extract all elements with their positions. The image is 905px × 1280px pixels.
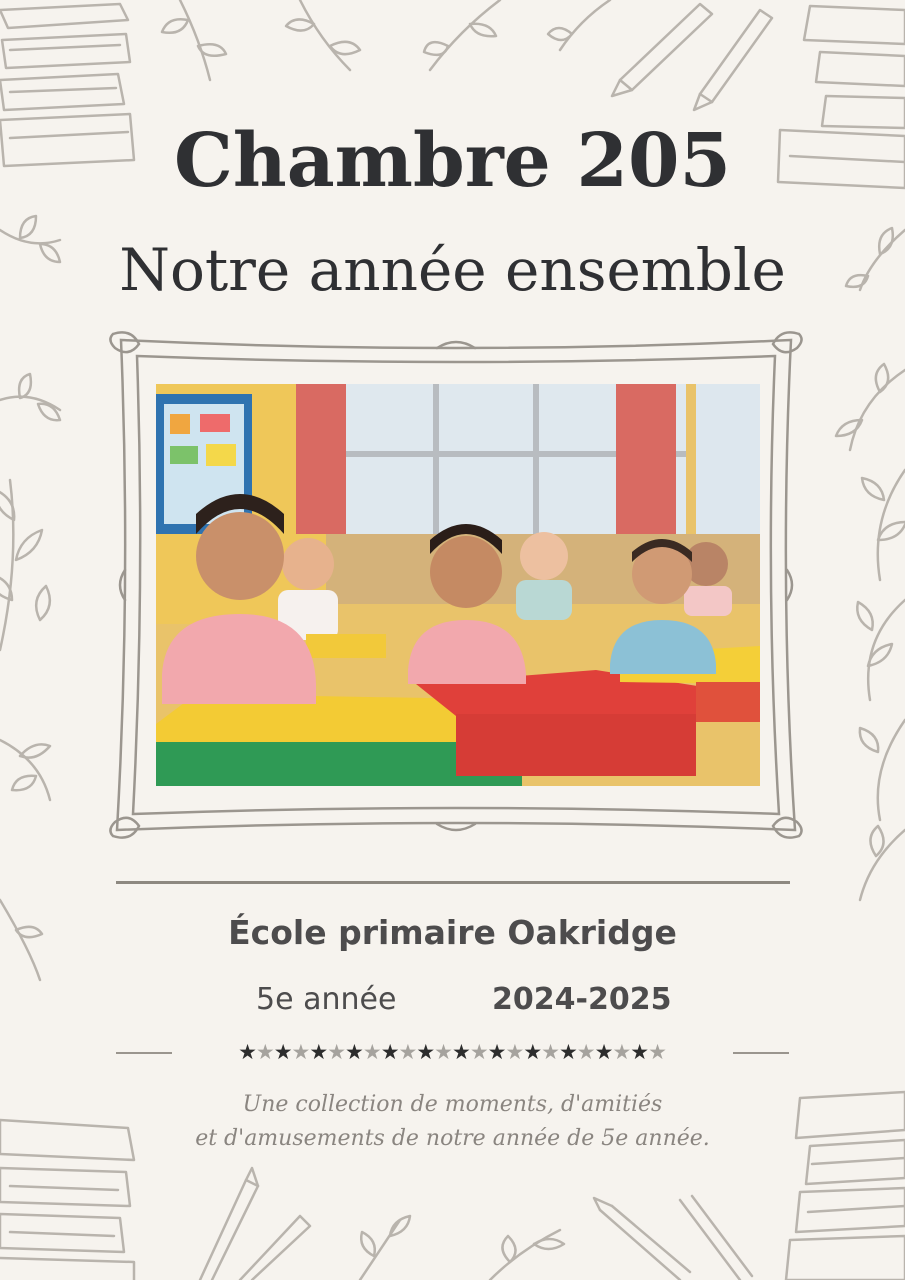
divider-line — [733, 1052, 789, 1054]
leaf-branch-icon — [0, 216, 60, 980]
classroom-photo — [156, 384, 760, 786]
pencil-icon — [612, 4, 772, 110]
leaf-branch-icon — [162, 0, 610, 80]
page-subtitle: Notre année ensemble — [119, 236, 786, 304]
tagline-line-2: et d'amusements de notre année de 5e année. — [195, 1126, 710, 1151]
page-title: Chambre 205 — [174, 118, 731, 204]
tagline-line-1: Une collection de moments, d'amitiés — [242, 1092, 663, 1117]
school-year: 2024-2025 — [492, 982, 672, 1017]
leaf-branch-icon — [836, 228, 905, 900]
leaf-branch-icon — [360, 1216, 564, 1280]
divider-line — [116, 1052, 172, 1054]
classroom-photo-icon — [156, 384, 760, 786]
pencil-icon — [200, 1168, 752, 1280]
school-name: École primaire Oakridge — [228, 913, 677, 952]
divider-line — [116, 881, 790, 884]
grade-label: 5e année — [256, 982, 397, 1017]
star-divider: ★★★★★★★★★★★★★★★★★★★★★★★★ — [238, 1040, 666, 1064]
tagline — [0, 1088, 905, 1156]
